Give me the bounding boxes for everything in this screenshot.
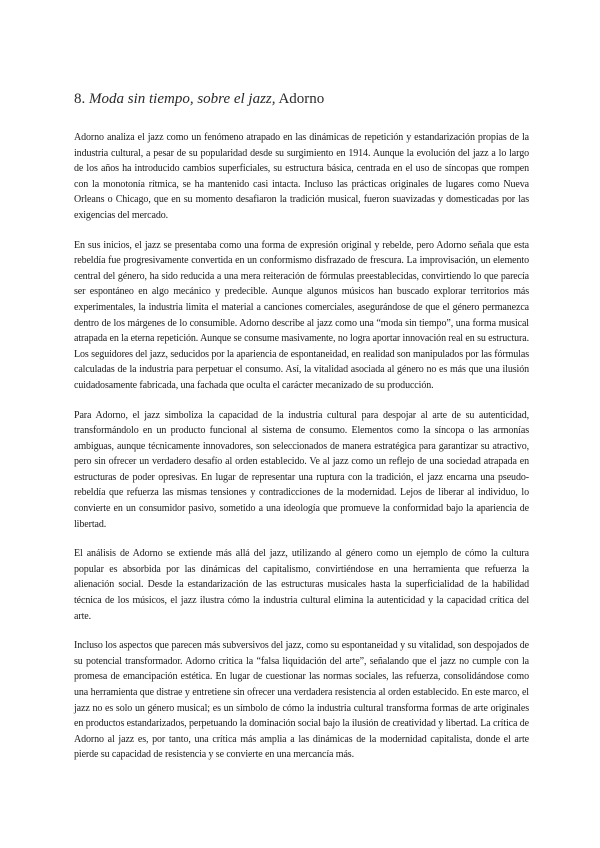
- paragraph: El análisis de Adorno se extiende más allá del jazz, utilizando al género como un ejemplo de cómo la cultura popular es absorbida por las dinámicas del capitalismo, convirtiéndose en una herramienta que refuerza la alienación social. Desde la estandarización de las estructuras musicales hasta la superficialidad de la habilidad técnica de los músicos, el jazz ilustra cómo la industria cultural elimina la autenticidad y la capacidad crítica del arte.: [74, 548, 529, 622]
- section-title: Moda sin tiempo, sobre el jazz,: [89, 91, 276, 107]
- paragraph: Adorno analiza el jazz como un fenómeno atrapado en las dinámicas de repetición y estandarización propias de la industria cultural, a pesar de su popularidad desde su surgimiento en 1914. Aunque la evolución del jazz a lo largo de los años ha introducido cambios superficiales, su estructura básica, centrada en el uso de síncopas que rompen con la monotonía rítmica, se ha mantenido casi intacta. Incluso las prácticas originales de lugares como Nueva Orleans o Chicago, que en su momento desafiaron la tradición musical, fueron suavizadas y domesticadas por las exigencias del mercado.: [74, 132, 529, 221]
- document-body: [74, 90, 529, 777]
- section-heading: [74, 90, 529, 108]
- section-author: Adorno: [278, 91, 325, 107]
- paragraph: Para Adorno, el jazz simboliza la capacidad de la industria cultural para despojar al arte de su autenticidad, transformándolo en un producto funcional al sistema de consumo. Elementos como la síncopa o las armonías ambiguas, aunque técnicamente innovadores, son seleccionados de manera estratégica para garantizar su atractivo, pero sin ofrecer un verdadero desafío al orden establecido. Ve al jazz como un reflejo de una sociedad atrapada en estructuras de poder opresivas. En lugar de representar una ruptura con la tradición, el jazz encarna una pseudo-rebeldía que refuerza las mismas tensiones y contradicciones de la modernidad. Lejos de liberar al individuo, lo convierte en un consumidor pasivo, sometido a una ideología que promueve la conformidad bajo la apariencia de libertad.: [74, 409, 529, 530]
- paragraph: Incluso los aspectos que parecen más subversivos del jazz, como su espontaneidad y su vitalidad, son despojados de su potencial transformador. Adorno critica la “falsa liquidación del arte”, señalando que el jazz no cumple con la promesa de emancipación estética. En lugar de cuestionar las normas sociales, las refuerza, consolidándose como una herramienta que distrae y entretiene sin ofrecer una verdadera resistencia al orden establecido. En este marco, el jazz no es solo un género musical; es un símbolo de cómo la industria cultural transforma formas de arte originales en productos estandarizados, perpetuando la dominación social bajo la ilusión de creatividad y libertad. La crítica de Adorno al jazz es, por tanto, una crítica más amplia a las dinámicas de la modernidad capitalista, donde el arte pierde su capacidad de resistencia y se convierte en una mercancía más.: [74, 640, 529, 761]
- section-number: 8.: [74, 91, 86, 107]
- paragraph: En sus inicios, el jazz se presentaba como una forma de expresión original y rebelde, pero Adorno señala que esta rebeldía fue progresivamente convertida en un conformismo disfrazado de frescura. La improvisación, un elemento central del género, ha sido reducida a una mera reiteración de fórmulas preestablecidas, convirtiendo lo que parecía ser espontáneo en algo mecánico y predecible. Aunque algunos músicos han buscado explorar territorios más experimentales, la industria limita el material a canciones comerciales, asegurándose de que el género permanezca dentro de los márgenes de lo consumible. Adorno describe al jazz como una “moda sin tiempo”, una forma musical atrapada en la eterna repetición. Aunque se consume masivamente, no logra aportar innovación real en su estructura. Los seguidores del jazz, seducidos por la apariencia de espontaneidad, en realidad son manipulados por las fórmulas calculadas de la industria para perpetuar el consumo. Así, la vitalidad asociada al género no es más que una ilusión cuidadosamente fabricada, una fachada que oculta el carácter mecanizado de su producción.: [74, 239, 529, 391]
